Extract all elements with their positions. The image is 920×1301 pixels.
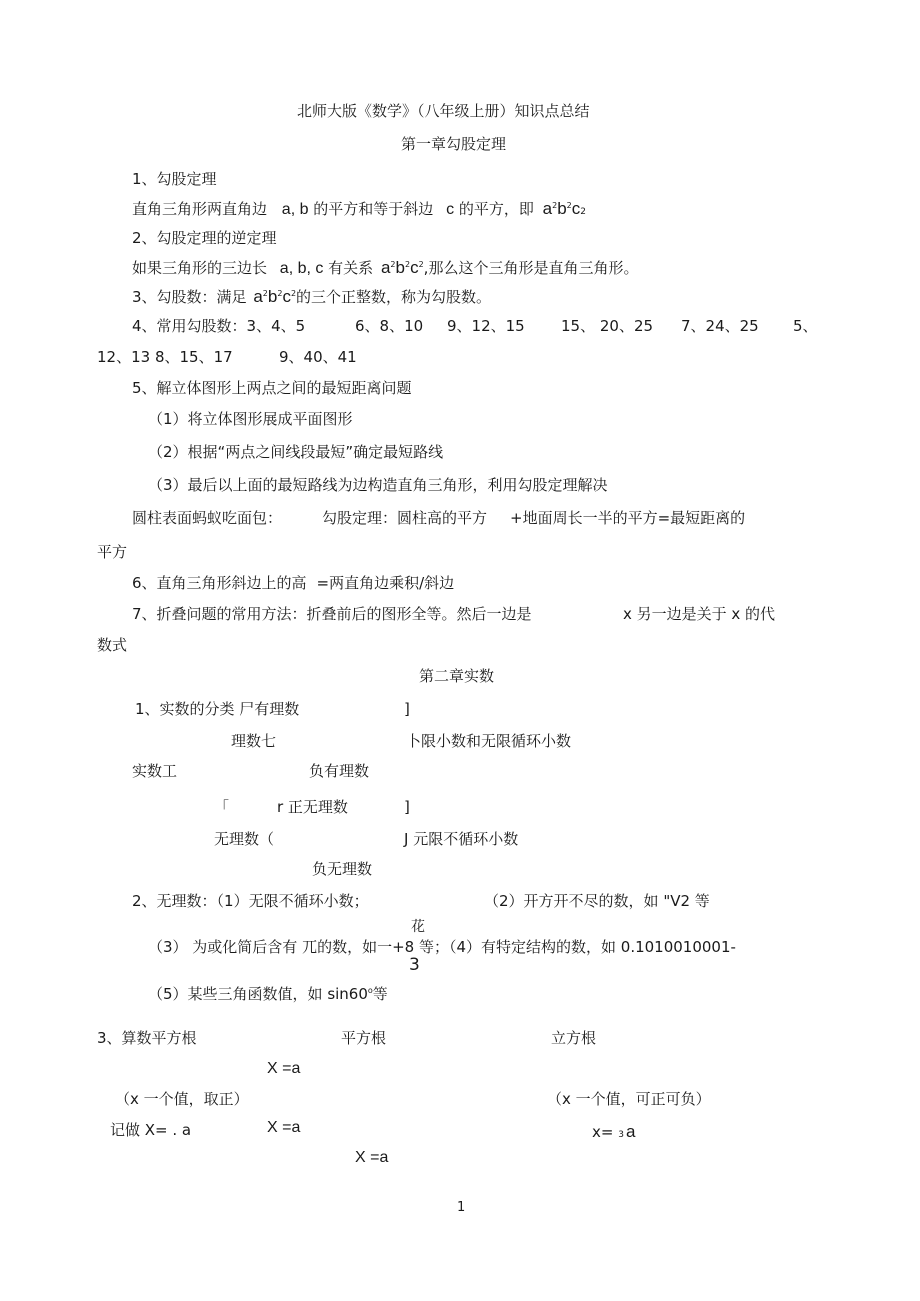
classification-text: 无理数（ — [214, 830, 275, 848]
chapter2-title: 第二章实数 — [419, 667, 495, 685]
doc-title: 北师大版《数学》（八年级上册）知识点总结 — [297, 102, 590, 120]
s7-statement: 7、折叠问题的常用方法：折叠前后的图形全等。然后一边是 — [132, 605, 532, 623]
s1-heading: 1、勾股定理 — [132, 170, 217, 188]
s5-example-text: 平方 — [97, 543, 128, 561]
root-equation — [592, 1123, 635, 1140]
s2-statement — [132, 259, 638, 277]
triple-item: 7、24、25 — [681, 317, 759, 335]
text: 直角三角形两直角边 — [132, 200, 268, 218]
text: 的平方，即 — [458, 200, 534, 218]
formula: b — [557, 199, 567, 218]
irrational-item: 2、无理数：（1）无限不循环小数； — [132, 892, 369, 910]
s5-step: （3）最后以上面的最短路线为边构造直角三角形，利用勾股定理解决 — [148, 476, 608, 494]
formula: a — [253, 287, 263, 306]
irrational-item: 3 — [409, 955, 420, 975]
text: 6、直角三角形斜边上的高 — [132, 574, 307, 592]
roots-heading: 平方根 — [341, 1029, 387, 1047]
page-number: 1 — [457, 1200, 466, 1215]
classification-text: 负无理数 — [312, 860, 373, 878]
text: 的三个正整数，称为勾股数。 — [296, 288, 492, 306]
roots-heading: 立方根 — [551, 1029, 597, 1047]
formula: 2 — [277, 289, 283, 298]
root-equation: X =a — [355, 1149, 389, 1166]
chapter1-title: 第一章勾股定理 — [401, 135, 507, 153]
formula: 2 — [404, 260, 411, 269]
formula: 2 — [390, 260, 396, 269]
text: （5）某些三角函数值，如 sin60 — [148, 985, 368, 1003]
formula: 2 — [418, 260, 424, 269]
roots-heading: 3、算数平方根 — [97, 1029, 197, 1047]
formula: b — [395, 258, 405, 277]
text: 如果三角形的三边长 — [132, 259, 268, 277]
formula: 2 — [290, 289, 297, 298]
s4-heading: 4、常用勾股数：3、4、5 — [132, 317, 306, 335]
s7-statement: x 另一边是关于 x 的代 — [623, 605, 776, 623]
root-equation: X =a — [267, 1060, 301, 1077]
classification-text: ] — [404, 700, 410, 718]
formula: 2 — [566, 201, 572, 210]
formula: 2 — [262, 289, 268, 298]
root-notation: 记做 X= . a — [110, 1121, 192, 1139]
s5-example-label: 圆柱表面蚂蚁吃面包： — [132, 509, 283, 527]
irrational-item: （2）开方开不尽的数，如 "V2 等 — [484, 892, 710, 910]
root-note: （x 一个值，取正） — [115, 1090, 249, 1108]
s7-statement: 数式 — [97, 636, 128, 654]
formula: c — [410, 258, 419, 277]
s5-step: （2）根据“两点之间线段最短”确定最短路线 — [148, 443, 444, 461]
s3-statement — [132, 288, 491, 305]
classification-text: J 元限不循环小数 — [404, 830, 519, 848]
text: o — [367, 986, 373, 995]
formula: c — [282, 287, 291, 306]
classification-text: 「 — [214, 798, 230, 816]
formula: a — [380, 258, 391, 277]
s6-statement — [132, 576, 454, 591]
text: =两直角边乘积/斜边 — [316, 574, 455, 592]
triple-item: 5、 — [793, 317, 818, 335]
text: a, b, c — [279, 260, 324, 277]
text: 有关系 — [328, 259, 374, 277]
text: ,那么这个三角形是直角三角形。 — [423, 259, 639, 277]
formula: 2 — [552, 201, 558, 210]
formula: 2 — [580, 207, 586, 217]
text: 等 — [372, 985, 388, 1003]
classification-text: 负有理数 — [309, 762, 370, 780]
triple-item: 15、 20、25 — [561, 317, 654, 335]
formula: a — [542, 199, 553, 218]
triple-item: 12、13 8、15、17 — [97, 348, 233, 366]
s2-heading: 2、勾股定理的逆定理 — [132, 229, 277, 247]
classification-text: 1、实数的分类 尸有理数 — [135, 700, 300, 718]
classification-text: r 正无理数 — [277, 798, 348, 816]
s5-example-text: 勾股定理：圆柱高的平方 — [322, 509, 488, 527]
classification-text: ] — [404, 798, 410, 816]
formula: b — [267, 287, 278, 306]
text: 3、勾股数：满足 — [132, 288, 247, 306]
s5-example-text: +地面周长一半的平方=最短距离的 — [510, 509, 746, 527]
text: x= — [592, 1123, 619, 1141]
triple-item: 6、8、10 — [355, 317, 424, 335]
classification-text: 卜限小数和无限循环小数 — [406, 732, 572, 750]
s5-heading: 5、解立体图形上两点之间的最短距离问题 — [132, 379, 412, 397]
triple-item: 9、40、41 — [279, 348, 357, 366]
text: a, b — [281, 201, 309, 218]
irrational-item: 花 — [411, 919, 425, 935]
s5-step: （1）将立体图形展成平面图形 — [148, 410, 353, 428]
formula: c — [571, 199, 581, 218]
text: a — [625, 1122, 636, 1141]
text: c — [446, 201, 455, 218]
root-equation: X =a — [267, 1119, 301, 1136]
s1-statement — [132, 200, 586, 218]
irrational-item: （3） 为或化简后含有 兀的数，如一+8 等；（4）有特定结构的数，如 0.1010010001- — [148, 938, 736, 956]
text: 3 — [618, 1130, 624, 1140]
classification-text: 理数七 — [231, 732, 277, 750]
root-note: （x 一个值，可正可负） — [547, 1090, 711, 1108]
text: 的平方和等于斜边 — [313, 200, 434, 218]
classification-text: 实数工 — [132, 762, 178, 780]
irrational-item — [148, 987, 388, 1002]
triple-item: 9、12、15 — [447, 317, 525, 335]
